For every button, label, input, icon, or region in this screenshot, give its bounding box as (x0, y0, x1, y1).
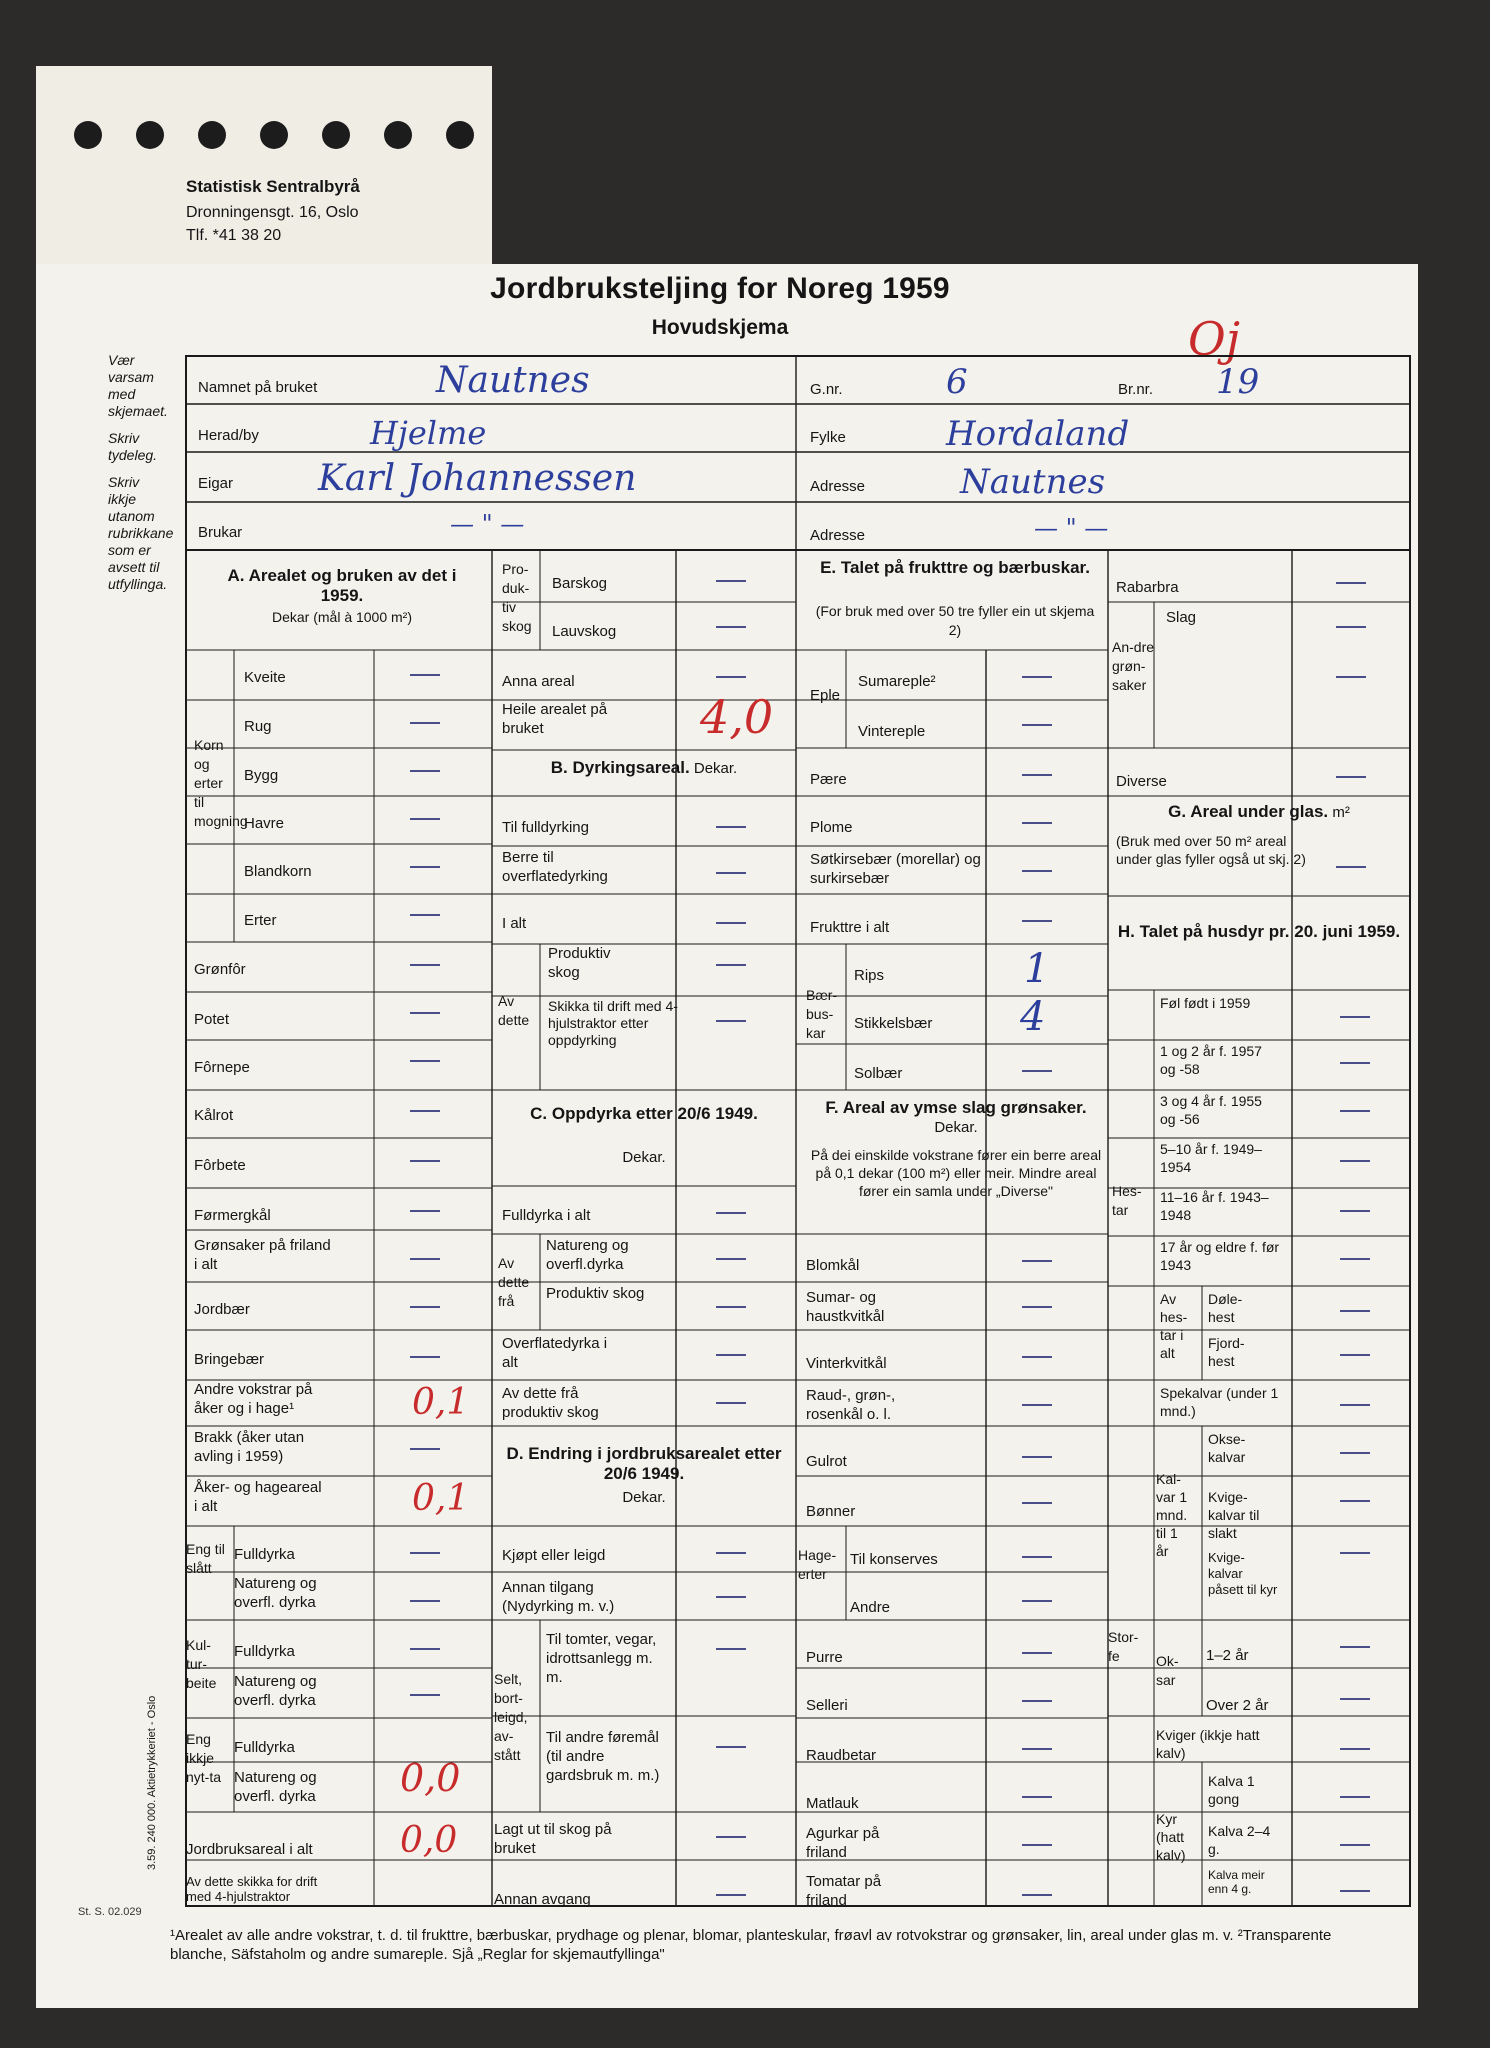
dash-mark (1022, 1404, 1052, 1406)
row-dolehest: Døle-hest (1208, 1291, 1243, 1325)
dash-mark (1340, 1310, 1370, 1312)
row-beite-fulldyrka: Fulldyrka (234, 1643, 295, 1660)
row-stikkelsbaer: Stikkelsbær (854, 1015, 933, 1032)
row-d-annan-tilgang: Annan tilgang (Nydyrking m. v.) (502, 1579, 615, 1615)
label-gnr: G.nr. (810, 381, 843, 398)
dash-mark (1336, 866, 1366, 868)
form-subtitle: Hovudskjema (651, 316, 789, 339)
dash-mark (410, 1160, 440, 1162)
row-selleri: Selleri (806, 1697, 848, 1714)
dash-mark (716, 1258, 746, 1260)
form-title: Jordbruksteljing for Noreg 1959 (490, 272, 950, 305)
dash-mark (410, 1258, 440, 1260)
dash-mark (1022, 870, 1052, 872)
row-d-skog: Lagt ut til skog på bruket (494, 1821, 612, 1857)
print-code: 3.59. 240 000. Aktietrykkeriet - Oslo (146, 1695, 158, 1870)
label-adresse: Adresse (810, 478, 866, 495)
row-kvitkal: Sumar- og haustkvitkål (806, 1289, 885, 1325)
page-mark: Oj (1188, 312, 1240, 366)
dash-mark (410, 770, 440, 772)
row-purre: Purre (806, 1649, 843, 1666)
dash-mark (1340, 1698, 1370, 1700)
row-anna-areal: Anna areal (502, 673, 575, 690)
row-gulrot: Gulrot (806, 1453, 847, 1470)
dash-mark (1022, 724, 1052, 726)
row-c-overflatedyrka: Overflatedyrka i alt (502, 1335, 608, 1371)
label-bruket: Namnet på bruket (198, 379, 318, 396)
row-hest-1-2: 1 og 2 år f. 1957 og -58 (1160, 1043, 1262, 1077)
row-overflatedyrking: Berre til overflatedyrking (502, 849, 608, 885)
row-hage-andre: Andre (850, 1599, 891, 1616)
label-andre-gronsaker: An-dre grøn-saker (1112, 639, 1155, 693)
label-eple: Eple (810, 687, 841, 704)
row-vintereple: Vintereple (858, 723, 926, 740)
row-til-fulldyrking: Til fulldyrking (502, 819, 589, 836)
row-rug: Rug (244, 718, 272, 735)
row-andre-vokstrar: Andre vokstrar på åker og i hage¹ (194, 1381, 313, 1417)
row-b-i-alt: I alt (502, 915, 527, 932)
section-g-note: (Bruk med over 50 m² areal under glas fyller også ut skj. 2) (1116, 833, 1306, 867)
section-d-unit: Dekar. (622, 1489, 666, 1506)
dash-mark (1022, 1652, 1052, 1654)
dash-mark (1340, 1110, 1370, 1112)
label-produktiv-skog: Pro-duk-tiv skog (502, 561, 532, 634)
row-spekalvar: Spekalvar (under 1 mnd.) (1160, 1385, 1279, 1419)
dash-mark (1340, 1062, 1370, 1064)
row-hest-11-16: 11–16 år f. 1943–1948 (1160, 1189, 1269, 1223)
row-plome: Plome (810, 819, 853, 836)
row-til-konserves: Til konserves (850, 1551, 938, 1568)
value-andre-vokstrar: 0,1 (412, 1382, 470, 1423)
section-e-note: (For bruk med over 50 tre fyller ein ut skjema 2) (815, 603, 1095, 638)
label-hestar: Hes-tar (1112, 1183, 1142, 1218)
row-aker-hageareal: Åker- og hageareal i alt (194, 1479, 322, 1515)
dash-mark (1336, 582, 1366, 584)
row-d-tomter: Til tomter, vegar, idrottsanlegg m. m. (546, 1631, 657, 1686)
dash-mark (1340, 1748, 1370, 1750)
row-jordbruksareal: Jordbruksareal i alt (186, 1841, 313, 1858)
office-address: Dronningensgt. 16, Oslo (186, 204, 359, 221)
office-phone: Tlf. *41 38 20 (186, 227, 282, 244)
dash-mark (1340, 1500, 1370, 1502)
row-oksar-over-2: Over 2 år (1206, 1697, 1269, 1714)
value-stikkelsbaer: 4 (1020, 994, 1046, 1040)
dash-mark (1022, 1600, 1052, 1602)
dash-mark (1340, 1258, 1370, 1260)
dash-mark (716, 1746, 746, 1748)
section-f-note: På dei einskilde vokstrane fører ein berre areal på 0,1 dekar (100 m²) eller meir. Mindre areal fører ein samla under „Diverse" (810, 1147, 1102, 1199)
label-eigar: Eigar (198, 475, 234, 492)
side-note: Vær varsam med skjemaet. (108, 352, 168, 419)
row-ikkje-natureng: Natureng og overfl. dyrka (234, 1769, 317, 1805)
value-heile-arealet: 4,0 (700, 690, 774, 744)
row-b-traktor: Skikka til drift med 4-hjulstraktor etter oppdyrking (548, 998, 678, 1048)
dash-mark (1340, 1796, 1370, 1798)
dash-mark (1340, 1354, 1370, 1356)
dash-mark (716, 964, 746, 966)
dash-mark (1340, 1452, 1370, 1454)
row-paere: Pære (810, 771, 847, 788)
form-code: St. S. 02.029 (78, 1906, 142, 1918)
dash-mark (1340, 1210, 1370, 1212)
dash-mark (1022, 1556, 1052, 1558)
dash-mark (410, 1552, 440, 1554)
dash-mark (410, 1600, 440, 1602)
dash-mark (716, 1894, 746, 1896)
row-raudbetar: Raudbetar (806, 1747, 877, 1764)
label-slag: Slag (1166, 609, 1197, 626)
label-hageerter: Hage-erter (798, 1547, 837, 1582)
row-heile-arealet: Heile arealet på bruket (502, 701, 608, 737)
dash-mark (1340, 1016, 1370, 1018)
dash-mark (410, 1060, 440, 1062)
dash-mark (410, 1012, 440, 1014)
dash-mark (716, 676, 746, 678)
dash-mark (1022, 822, 1052, 824)
dash-mark (1022, 774, 1052, 776)
row-fol: Føl født i 1959 (1160, 995, 1251, 1011)
dash-mark (716, 1552, 746, 1554)
row-blomkal: Blomkål (806, 1257, 860, 1274)
value-herad: Hjelme (370, 414, 487, 452)
dash-mark (1340, 1160, 1370, 1162)
row-kalva-meir: Kalva meir enn 4 g. (1208, 1868, 1265, 1896)
row-kalva-1: Kalva 1 gong (1208, 1773, 1255, 1807)
row-kvigekalvar-slakt: Kvige-kalvar til slakt (1208, 1489, 1260, 1541)
row-fornepe: Fôrnepe (194, 1059, 250, 1076)
label-storfe: Stor-fe (1108, 1629, 1139, 1664)
dash-mark (410, 674, 440, 676)
row-agurkar: Agurkar på friland (806, 1825, 880, 1861)
row-bringebaer: Bringebær (194, 1351, 265, 1368)
dash-mark (716, 1020, 746, 1022)
section-d-title: D. Endring i jordbruksarealet etter 20/6 1949. (506, 1444, 782, 1483)
dash-mark (716, 580, 746, 582)
dash-mark (1340, 1844, 1370, 1846)
label-kulturbeite: Kul-tur-beite (186, 1637, 217, 1691)
row-frukttre-i-alt: Frukttre i alt (810, 919, 890, 936)
dash-mark (716, 1596, 746, 1598)
value-adresse-2: — " — (1034, 514, 1109, 542)
row-hest-17: 17 år og eldre f. før 1943 (1160, 1239, 1280, 1273)
dash-mark (1022, 676, 1052, 678)
dash-mark (716, 1836, 746, 1838)
value-gnr: 6 (946, 362, 968, 402)
row-hest-3-4: 3 og 4 år f. 1955 og -56 (1160, 1093, 1262, 1127)
dash-mark (1022, 1260, 1052, 1262)
section-c-title: C. Oppdyrka etter 20/6 1949. (530, 1104, 758, 1123)
dash-mark (1336, 676, 1366, 678)
label-d-selt: Selt, bort-leigd, av-stått (494, 1671, 528, 1763)
row-c-produktiv-skog: Produktiv skog (546, 1285, 645, 1302)
value-eigar: Karl Johannessen (318, 458, 637, 499)
row-d-annan-avgang: Annan avgang (494, 1891, 591, 1908)
row-kalrot: Kålrot (194, 1107, 234, 1124)
row-barskog: Barskog (552, 575, 608, 592)
label-baerbuskar: Bær-bus-kar (806, 987, 838, 1041)
dash-mark (1336, 626, 1366, 628)
side-note: Skriv ikkje utanom rubrikkane som er avsett til utfyllinga. (108, 474, 174, 592)
label-oksar: Ok-sar (1156, 1653, 1179, 1688)
value-adresse: Nautnes (960, 462, 1106, 502)
dash-mark (410, 1648, 440, 1650)
row-brakk: Brakk (åker utan avling i 1959) (194, 1429, 305, 1465)
row-forbete: Fôrbete (194, 1157, 246, 1174)
row-rips: Rips (854, 967, 885, 984)
dash-mark (716, 872, 746, 874)
row-raudkal: Raud-, grøn-, rosenkål o. l. (806, 1387, 896, 1423)
row-kirsebaer: Søtkirsebær (morellar) og surkirsebær (810, 851, 981, 887)
value-rips: 1 (1024, 946, 1050, 992)
row-sumareple: Sumareple² (858, 673, 936, 690)
row-c-skog: Av dette frå produktiv skog (502, 1385, 599, 1421)
dash-mark (716, 1354, 746, 1356)
row-c-natureng: Natureng og overfl.dyrka (546, 1237, 629, 1273)
dash-mark (1336, 776, 1366, 778)
dash-mark (410, 1694, 440, 1696)
row-potet: Potet (194, 1011, 230, 1028)
row-diverse: Diverse (1116, 773, 1167, 790)
section-a-title: A. Arealet og bruken av det i 1959. (227, 566, 457, 605)
row-traktor: Av dette skikka for drift med 4-hjulstraktor (186, 1874, 318, 1904)
row-gronfor: Grønfôr (194, 961, 246, 978)
row-c-fulldyrka: Fulldyrka i alt (502, 1207, 591, 1224)
dash-mark (410, 1110, 440, 1112)
row-kalva-2-4: Kalva 2–4 g. (1208, 1823, 1271, 1857)
label-eng-ikkje: Eng ikkje nyt-ta (186, 1731, 222, 1785)
dash-mark (1022, 1700, 1052, 1702)
footnote: ¹Arealet av alle andre vokstrar, t. d. til frukttre, bærbuskar, prydhage og plenar, blomar, planteskular, frøavl av rotvokstrar og grønsaker, lin, areal under glas m. v. ²Transparente blanche, Säfstaholm og andre sumareple. Sjå „Reglar for skjemautfyllinga" (170, 1927, 1332, 1963)
row-kveite: Kveite (244, 669, 286, 686)
dash-mark (1022, 1748, 1052, 1750)
label-av-hestar: Av hes-tar i alt (1160, 1291, 1188, 1361)
label-brukar: Brukar (198, 524, 243, 541)
dash-mark (1022, 1894, 1052, 1896)
dash-mark (1340, 1552, 1370, 1554)
dash-mark (410, 866, 440, 868)
dash-mark (716, 1402, 746, 1404)
value-aker-hageareal: 0,1 (412, 1478, 470, 1519)
row-bygg: Bygg (244, 767, 279, 784)
dash-mark (716, 1212, 746, 1214)
row-gronsaker: Grønsaker på friland i alt (194, 1237, 331, 1273)
label-kyr: Kyr (hatt kalv) (1156, 1811, 1186, 1863)
label-kalvar: Kal-var 1 mnd. til 1 år (1156, 1471, 1188, 1559)
dash-mark (410, 1448, 440, 1450)
row-erter: Erter (244, 912, 277, 929)
row-vinterkvitkal: Vinterkvitkål (806, 1355, 887, 1372)
dash-mark (1340, 1890, 1370, 1892)
label-herad: Herad/by (198, 427, 259, 444)
dash-mark (1022, 1456, 1052, 1458)
dash-mark (1022, 1502, 1052, 1504)
value-eng-ikkje: 0,0 (400, 1756, 461, 1800)
label-brnr: Br.nr. (1118, 381, 1154, 398)
row-oksekalvar: Okse-kalvar (1208, 1431, 1246, 1465)
row-b-produktiv-skog: Produktiv skog (548, 945, 611, 981)
dash-mark (410, 964, 440, 966)
section-e-title: E. Talet på frukttre og bærbuskar. (820, 558, 1090, 577)
dash-mark (1340, 1404, 1370, 1406)
row-oksar-1-2: 1–2 år (1206, 1647, 1249, 1664)
dash-mark (1022, 1356, 1052, 1358)
office-name: Statistisk Sentralbyrå (186, 177, 360, 196)
row-tomatar: Tomatar på friland (806, 1873, 882, 1909)
label-grain-group: Korn og erter til mogning (194, 737, 248, 829)
row-jordbaer: Jordbær (194, 1301, 250, 1318)
row-eng-fulldyrka: Fulldyrka (234, 1546, 295, 1563)
row-rabarbra: Rabarbra (1116, 579, 1179, 596)
dash-mark (1340, 1646, 1370, 1648)
value-bruket: Nautnes (436, 360, 590, 401)
dash-mark (1022, 1306, 1052, 1308)
dash-mark (410, 722, 440, 724)
value-fylke: Hordaland (946, 414, 1130, 454)
label-b-av-dette: Av dette (498, 993, 530, 1028)
row-havre: Havre (244, 815, 285, 832)
row-matlauk: Matlauk (806, 1795, 859, 1812)
row-ikkje-fulldyrka: Fulldyrka (234, 1739, 295, 1756)
section-c-unit: Dekar. (622, 1149, 666, 1166)
row-solbaer: Solbær (854, 1065, 903, 1082)
row-eng-natureng: Natureng og overfl. dyrka (234, 1575, 317, 1611)
dash-mark (716, 1648, 746, 1650)
section-h-title: H. Talet på husdyr pr. 20. juni 1959. (1117, 922, 1401, 941)
label-eng-slatt: Eng til slått (186, 1541, 225, 1576)
row-blandkorn: Blandkorn (244, 863, 312, 880)
row-lauvskog: Lauvskog (552, 623, 617, 640)
value-brnr: 19 (1216, 362, 1260, 402)
section-b-title: B. Dyrkingsareal. Dekar. (550, 758, 738, 777)
row-formergkal: Førmergkål (194, 1207, 271, 1224)
dash-mark (410, 1356, 440, 1358)
dash-mark (1022, 920, 1052, 922)
row-beite-natureng: Natureng og overfl. dyrka (234, 1673, 317, 1709)
dash-mark (716, 626, 746, 628)
value-brukar: — " — (450, 510, 525, 538)
row-kviger: Kviger (ikkje hatt kalv) (1156, 1727, 1260, 1761)
dash-mark (1022, 1796, 1052, 1798)
row-bonner: Bønner (806, 1503, 856, 1520)
label-fylke: Fylke (810, 429, 846, 446)
row-d-andre-foremal: Til andre føremål (til andre gardsbruk m. m.) (546, 1729, 660, 1784)
dash-mark (1022, 1844, 1052, 1846)
section-g-title: G. Areal under glas. m² (1168, 802, 1350, 821)
side-note: Skriv tydeleg. (108, 430, 158, 463)
dash-mark (410, 818, 440, 820)
row-kvigekalvar-kyr: Kvige-kalvar påsett til kyr (1208, 1550, 1278, 1597)
row-d-kjopt: Kjøpt eller leigd (502, 1547, 606, 1564)
label-adresse-2: Adresse (810, 527, 866, 544)
value-jordbruksareal: 0,0 (400, 1820, 458, 1861)
dash-mark (410, 1306, 440, 1308)
dash-mark (410, 1210, 440, 1212)
dash-mark (1022, 1070, 1052, 1072)
section-f-title: F. Areal av ymse slag grønsaker. Dekar. (825, 1098, 1087, 1136)
dash-mark (716, 826, 746, 828)
dash-mark (716, 1306, 746, 1308)
dash-mark (410, 914, 440, 916)
section-a-unit: Dekar (mål à 1000 m²) (271, 609, 413, 625)
dash-mark (716, 922, 746, 924)
label-c-av-dette: Av dette frå (498, 1255, 530, 1309)
row-hest-5-10: 5–10 år f. 1949–1954 (1160, 1141, 1262, 1175)
row-fjordhest: Fjord-hest (1208, 1335, 1245, 1369)
